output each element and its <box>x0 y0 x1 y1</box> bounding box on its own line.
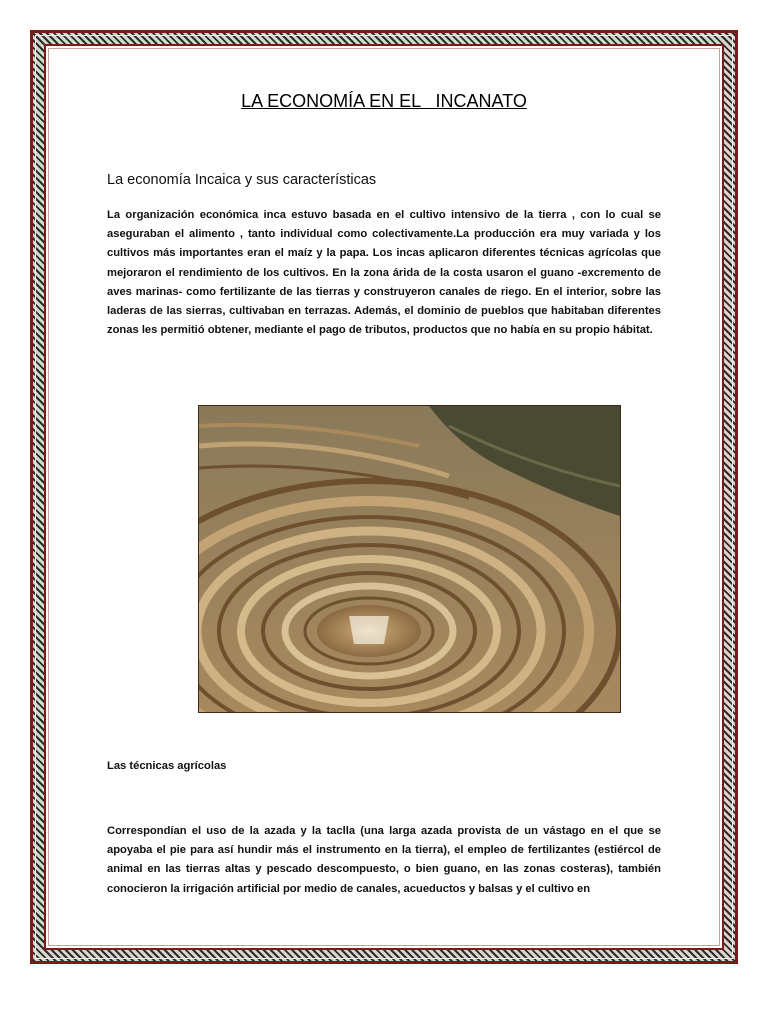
section-heading-economy: La economía Incaica y sus características <box>107 172 377 188</box>
document-title-text: LA ECONOMÍA EN EL INCANATO <box>241 91 527 111</box>
terraces-photo <box>198 405 621 713</box>
section-heading-techniques: Las técnicas agrícolas <box>107 760 227 772</box>
terrace-center-platform <box>349 616 389 644</box>
section-paragraph-techniques: Correspondían el uso de la azada y la taclla (una larga azada provista de un vástago en el que se apoyaba el pie para así hundir más el instrumento en la tierra), el empleo de fertilizantes (estiércol de animal en las tierras altas y pescado descompuesto, o bien guano, en las zonas costeras), también conocieron la irrigación artificial por medio de canales, acueductos y balsas y el cultivo en <box>107 825 661 895</box>
section-paragraph-economy: La organización económica inca estuvo basada en el cultivo intensivo de la tierra , con lo cual se aseguraban el alimento , tanto individual como colectivamente.La producción era muy variada y los cultivos más importantes eran el maíz y la papa. Los incas aplicaron diferentes técnicas agrícolas que mejoraron el rendimiento de los cultivos. En la zona árida de la costa usaron el guano -excremento de aves marinas- como fertilizante de las tierras y construyeron canales de riego. En el interior, sobre las laderas de las sierras, cultivaban en terrazas. Además, el dominio de pueblos que habitaban diferentes zonas les permitió obtener, mediante el pago de tributos, productos que no había en su propio hábitat. <box>107 209 661 337</box>
document-title <box>0 91 768 112</box>
terraces-photo-illustration <box>199 406 620 712</box>
